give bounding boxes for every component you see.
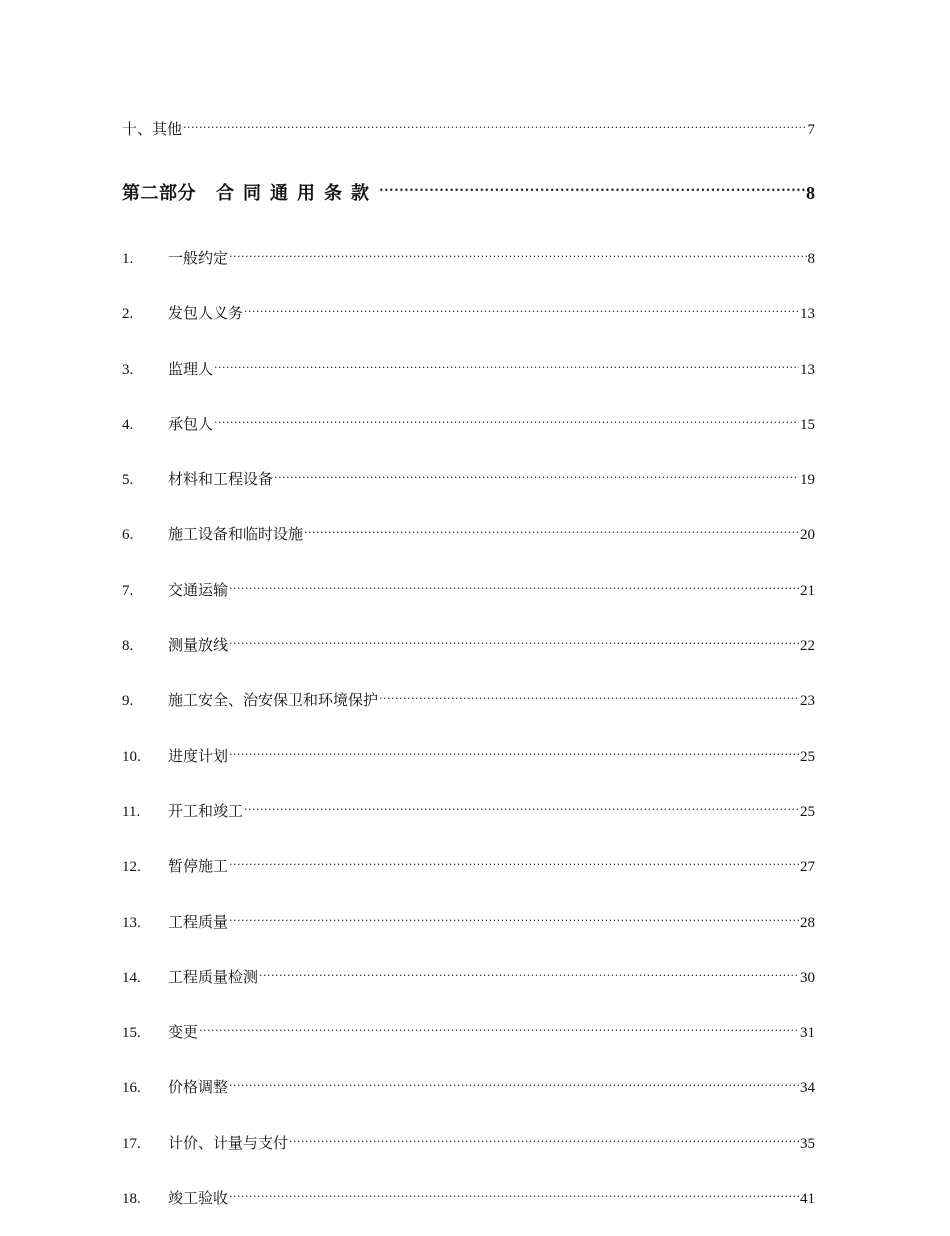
toc-item-title: 材料和工程设备 [168, 470, 274, 489]
toc-dot-leader [274, 462, 799, 484]
toc-dot-leader [304, 517, 799, 539]
toc-part-page: 8 [806, 183, 815, 203]
toc-item-number: 1. [122, 251, 134, 267]
toc-item-number: 9. [122, 693, 134, 710]
toc-item-17[interactable] [122, 1126, 815, 1155]
toc-item-page: 25 [800, 803, 815, 820]
toc-item-number: 6. [122, 527, 134, 544]
toc-item-title: 监理人 [168, 359, 214, 378]
toc-item-number: 17. [122, 1135, 141, 1152]
toc-item-12[interactable] [122, 849, 815, 878]
toc-item-title: 施工设备和临时设施 [168, 525, 304, 544]
toc-item-5[interactable] [122, 462, 815, 491]
toc-item-number: 12. [122, 859, 141, 876]
toc-item-page: 30 [800, 969, 815, 986]
toc-item-page: 20 [800, 527, 815, 544]
toc-item-15[interactable] [122, 1015, 815, 1044]
toc-item-6[interactable] [122, 517, 815, 546]
toc-item-number: 5. [122, 472, 134, 489]
toc-item-18[interactable] [122, 1181, 815, 1210]
toc-item-7[interactable] [122, 573, 815, 602]
toc-item-title: 开工和竣工 [168, 801, 244, 820]
toc-entry-other[interactable] [122, 112, 815, 141]
toc-item-11[interactable] [122, 794, 815, 823]
toc-dot-leader [289, 1126, 799, 1148]
toc-item-number: 15. [122, 1025, 141, 1042]
toc-item-title: 施工安全、治安保卫和环境保护 [168, 691, 379, 710]
toc-item-page: 27 [800, 859, 815, 876]
toc-item-title: 进度计划 [168, 746, 229, 765]
toc-item-number: 11. [122, 803, 141, 820]
toc-dot-leader [229, 1070, 799, 1092]
toc-item-page: 19 [800, 472, 815, 489]
toc-item-14[interactable] [122, 960, 815, 989]
toc-item-13[interactable] [122, 905, 815, 934]
toc-item-number: 10. [122, 748, 141, 765]
toc-item-3[interactable] [122, 352, 815, 381]
toc-dot-leader [199, 1015, 799, 1037]
toc-item-page: 28 [800, 914, 815, 931]
toc-part-subtitle: 合同通用条款 [216, 183, 378, 204]
toc-item-number: 7. [122, 582, 134, 599]
toc-item-number: 14. [122, 969, 141, 986]
toc-dot-leader [183, 112, 806, 134]
toc-item-8[interactable] [122, 628, 815, 657]
toc-entry-page: 7 [807, 122, 815, 138]
toc-dot-leader [259, 960, 799, 982]
toc-item-1[interactable] [122, 241, 815, 270]
toc-dot-leader [244, 296, 799, 318]
toc-item-page: 15 [800, 416, 815, 433]
toc-item-page: 13 [800, 361, 815, 378]
toc-item-title: 变更 [168, 1023, 199, 1042]
toc-item-page: 35 [800, 1135, 815, 1152]
toc-item-title: 承包人 [168, 414, 214, 433]
toc-item-number: 16. [122, 1080, 141, 1097]
toc-item-page: 34 [800, 1080, 815, 1097]
toc-item-number: 18. [122, 1191, 141, 1208]
toc-item-title: 一般约定 [168, 249, 229, 267]
table-of-contents [122, 112, 815, 1236]
toc-item-title: 暂停施工 [168, 857, 229, 876]
toc-item-page: 41 [800, 1191, 815, 1208]
toc-part-heading[interactable] [122, 177, 815, 207]
toc-dot-leader [229, 573, 799, 595]
toc-item-4[interactable] [122, 407, 815, 436]
toc-item-page: 21 [800, 582, 815, 599]
toc-dot-leader [379, 683, 799, 705]
toc-dot-leader [229, 628, 799, 650]
toc-item-title: 竣工验收 [168, 1189, 229, 1208]
toc-dot-leader [229, 739, 799, 761]
toc-item-page: 13 [800, 306, 815, 323]
toc-dot-leader [229, 849, 799, 871]
toc-dot-leader [214, 352, 799, 374]
toc-item-number: 2. [122, 306, 134, 323]
toc-item-2[interactable] [122, 296, 815, 325]
toc-dot-leader [229, 1181, 799, 1203]
toc-item-16[interactable] [122, 1070, 815, 1099]
toc-item-title: 工程质量检测 [168, 967, 259, 986]
toc-item-page: 25 [800, 748, 815, 765]
toc-item-title: 发包人义务 [168, 304, 244, 323]
toc-item-title: 交通运输 [168, 580, 229, 599]
toc-item-title: 测量放线 [168, 636, 229, 655]
toc-dot-leader [229, 905, 799, 927]
toc-item-title: 价格调整 [168, 1078, 229, 1097]
toc-dot-leader [244, 794, 799, 816]
toc-dot-leader [229, 241, 806, 263]
toc-item-title: 工程质量 [168, 912, 229, 931]
toc-dot-leader [379, 177, 805, 199]
toc-item-number: 13. [122, 914, 141, 931]
toc-item-9[interactable] [122, 683, 815, 712]
toc-part-title: 第二部分 [122, 183, 196, 204]
toc-entry-title: 十、其他 [122, 120, 183, 138]
toc-item-number: 4. [122, 416, 134, 433]
toc-item-page: 31 [800, 1025, 815, 1042]
toc-item-page: 23 [800, 693, 815, 710]
toc-item-page: 8 [807, 251, 815, 267]
toc-dot-leader [214, 407, 799, 429]
toc-item-number: 3. [122, 361, 134, 378]
toc-item-title: 计价、计量与支付 [168, 1133, 289, 1152]
toc-item-number: 8. [122, 638, 134, 655]
toc-item-page: 22 [800, 638, 815, 655]
toc-item-10[interactable] [122, 739, 815, 768]
